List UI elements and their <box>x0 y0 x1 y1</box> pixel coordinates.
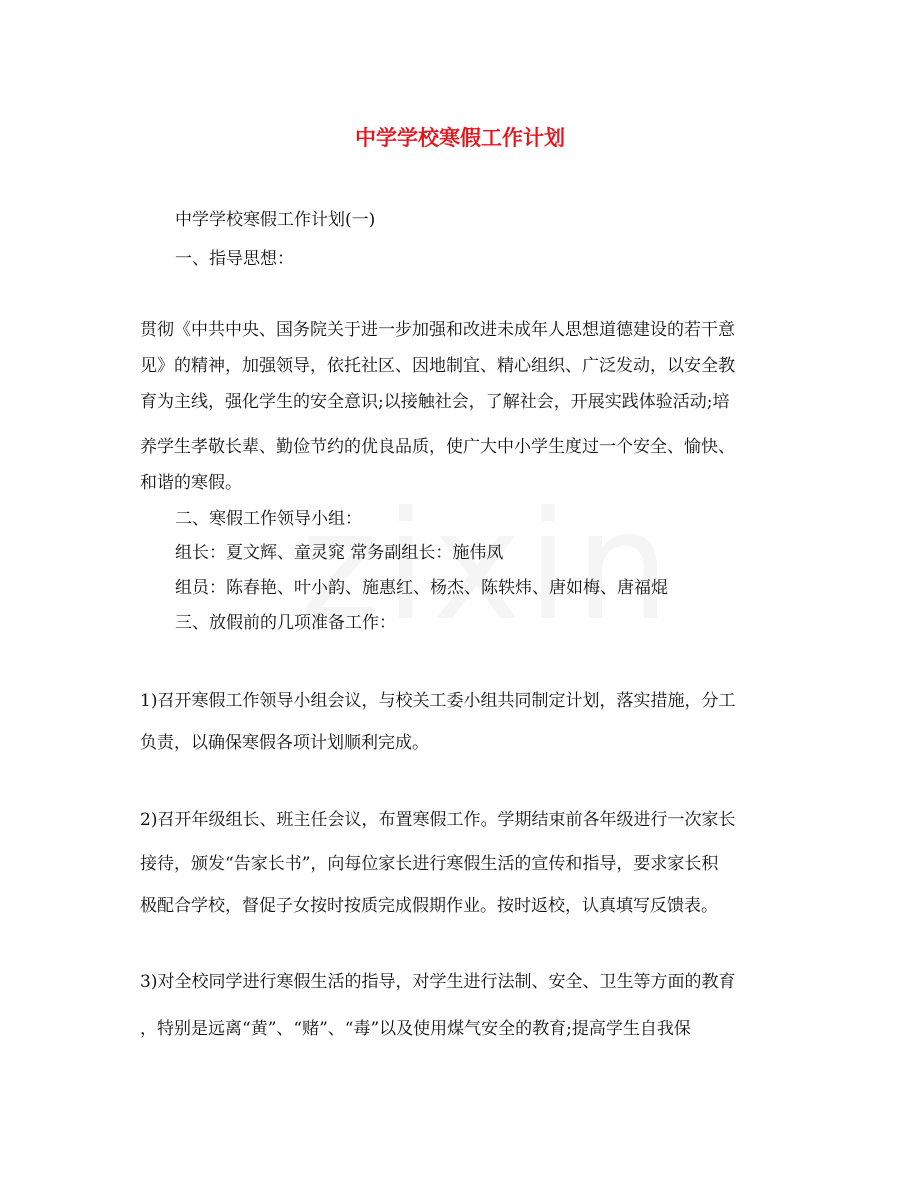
section-heading: 中学学校寒假工作计划(一) <box>175 210 376 230</box>
paragraph-line: 和谐的寒假。 <box>140 473 242 493</box>
paragraph-line: 1)召开寒假工作领导小组会议，与校关工委小组共同制定计划，落实措施，分工 <box>140 691 736 711</box>
paragraph-line: 接待，颁发“告家长书”，向每位家长进行寒假生活的宣传和指导，要求家长积 <box>140 854 719 874</box>
subheading-guiding-ideology: 一、指导思想： <box>175 249 294 269</box>
paragraph-line: 3)对全校同学进行寒假生活的指导，对学生进行法制、安全、卫生等方面的教育 <box>140 972 736 992</box>
paragraph-line: 养学生孝敬长辈、勤俭节约的优良品质，使广大中小学生度过一个安全、愉快、 <box>140 437 735 457</box>
paragraph-line: 贯彻《中共中央、国务院关于进一步加强和改进未成年人思想道德建设的若干意 <box>140 320 735 340</box>
paragraph-line: 2)召开年级组长、班主任会议，布置寒假工作。学期结束前各年级进行一次家长 <box>140 810 736 830</box>
subheading-preparation: 三、放假前的几项准备工作： <box>175 613 396 633</box>
subheading-leadership-group: 二、寒假工作领导小组： <box>175 509 362 529</box>
document-title: 中学学校寒假工作计划 <box>355 126 565 150</box>
paragraph-line: 育为主线，强化学生的安全意识;以接触社会，了解社会，开展实践体验活动;培 <box>140 392 730 412</box>
paragraph-line: 见》的精神，加强领导，依托社区、因地制宜、精心组织、广泛发动，以安全教 <box>140 356 735 376</box>
paragraph-line: 极配合学校，督促子女按时按质完成假期作业。按时返校，认真填写反馈表。 <box>140 896 718 916</box>
paragraph-line: 负责，以确保寒假各项计划顺利完成。 <box>140 733 429 753</box>
paragraph-line: ，特别是远离“黄”、“赌”、“毒”以及使用煤气安全的教育;提高学生自我保 <box>140 1019 691 1039</box>
members-line: 组员：陈春艳、叶小韵、施惠红、杨杰、陈轶炜、唐如梅、唐福焜 <box>175 578 668 598</box>
leaders-line: 组长：夏文辉、童灵窕 常务副组长：施伟凤 <box>175 543 504 563</box>
